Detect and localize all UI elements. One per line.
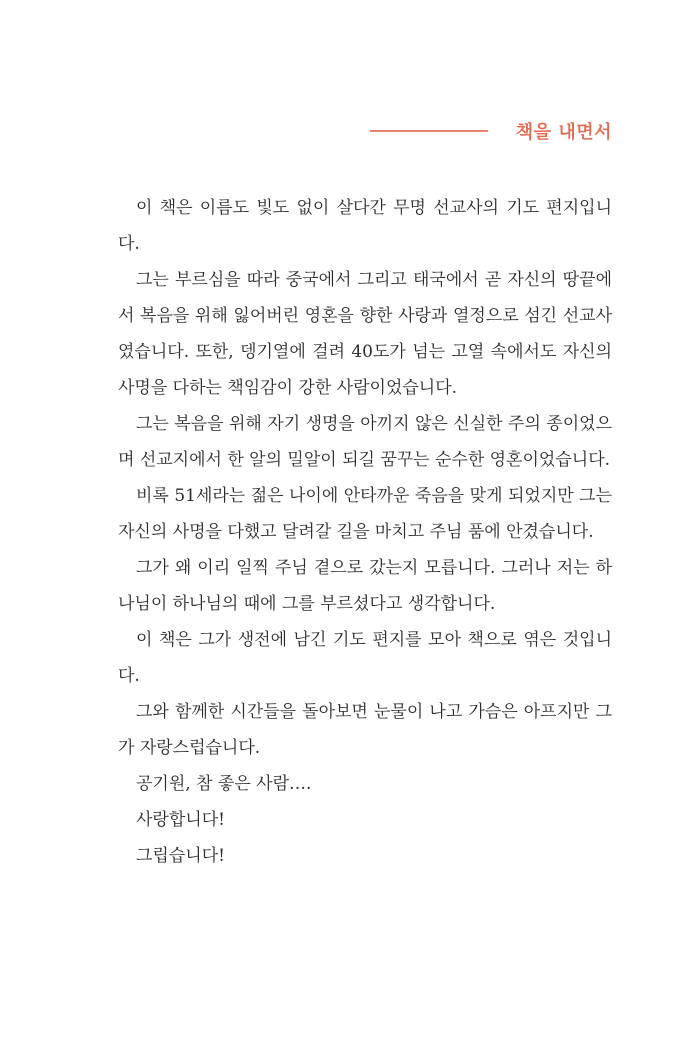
- paragraph: 이 책은 이름도 빛도 없이 살다간 무명 선교사의 기도 편지입니다.: [118, 198, 612, 254]
- header-rule: [370, 130, 488, 132]
- paragraph: 공기원, 참 좋은 사람….: [136, 774, 312, 794]
- body-text: [118, 190, 612, 874]
- paragraph: 사랑합니다!: [136, 810, 225, 830]
- section-header: [370, 118, 612, 144]
- section-title: 책을 내면서: [515, 122, 612, 143]
- paragraph: 그와 함께한 시간들을 돌아보면 눈물이 나고 가슴은 아프지만 그가 자랑스럽습니다.: [118, 702, 612, 758]
- paragraph: 그가 왜 이리 일찍 주님 곁으로 갔는지 모릅니다. 그러나 저는 하나님이 하나님의 때에 그를 부르셨다고 생각합니다.: [118, 558, 612, 614]
- paragraph: 이 책은 그가 생전에 남긴 기도 편지를 모아 책으로 엮은 것입니다.: [118, 630, 612, 686]
- paragraph: 그는 복음을 위해 자기 생명을 아끼지 않은 신실한 주의 종이었으며 선교지에서 한 알의 밀알이 되길 꿈꾸는 순수한 영혼이었습니다.: [118, 414, 612, 470]
- paragraph: 그는 부르심을 따라 중국에서 그리고 태국에서 곧 자신의 땅끝에서 복음을 위해 잃어버린 영혼을 향한 사랑과 열정으로 섬긴 선교사였습니다. 또한, 뎅기열에 걸려 40도가 넘는 고열 속에서도 자신의 사명을 다하는 책임감이 강한 사람이었습니다.: [118, 270, 612, 398]
- paragraph: 비록 51세라는 젊은 나이에 안타까운 죽음을 맞게 되었지만 그는 자신의 사명을 다했고 달려갈 길을 마치고 주님 품에 안겼습니다.: [118, 486, 612, 542]
- paragraph: 그립습니다!: [136, 846, 225, 866]
